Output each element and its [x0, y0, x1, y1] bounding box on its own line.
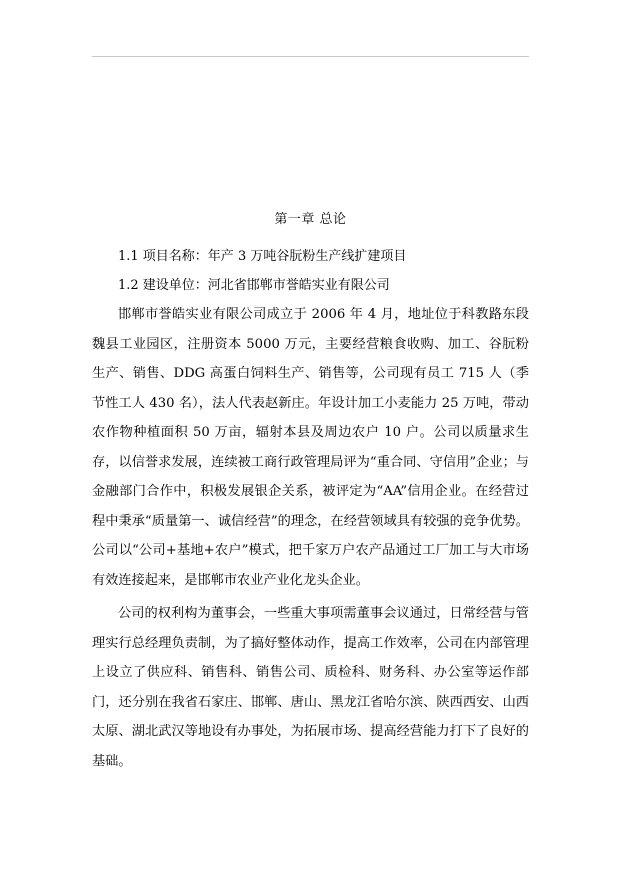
company-management-paragraph: 公司的权利构为董事会，一些重大事项需董事会议通过，日常经营与管理实行总经理负责制，为了搞好整体动作，提高工作效率，公司在内部管理上设立了供应科、销售科、销售公司、质检科、财务科、办公室等运作部门，还分别在我省石家庄、邯郸、唐山、黑龙江省哈尔滨、陕西西安、山西太原、湖北武汉等地设有办事处，为拓展市场、提高经营能力打下了良好的基础。: [92, 606, 529, 769]
construction-unit-line: 1.2 建设单位：河北省邯郸市誉皓实业有限公司: [118, 278, 390, 293]
company-profile-paragraph: 邯郸市誉皓实业有限公司成立于 2006 年 4 月，地址位于科教路东段魏县工业园区，注册资本 5000 万元，主要经营粮食收购、加工、谷朊粉生产、销售、DDG 高蛋白饲料生产、销售等，公司现有员工 715 人（季节性工人 430 名），法人代表赵新庄。年设计加工小麦能力 25 万吨，带动农作物种植面积 50 万亩，辐射本县及周边农户 10 户。公司以质量求生存，以信誉求发展，连续被工商行政管理局评为“重合同、守信用”企业；与金融部门合作中，积极发展银企关系，被评定为“AA”信用企业。在经营过程中秉承“质量第一、诚信经营”的理念，在经营领域具有较强的竞争优势。公司以“公司+基地+农户”模式，把千家万户农产品通过工厂加工与大市场有效连接起来，是邯郸市农业产业化龙头企业。: [92, 307, 529, 588]
project-name-line: 1.1 项目名称：年产 3 万吨谷朊粉生产线扩建项目: [118, 249, 407, 264]
header-divider: [92, 56, 529, 57]
chapter-title: 第一章 总论: [274, 212, 347, 227]
document-body: [92, 207, 529, 776]
